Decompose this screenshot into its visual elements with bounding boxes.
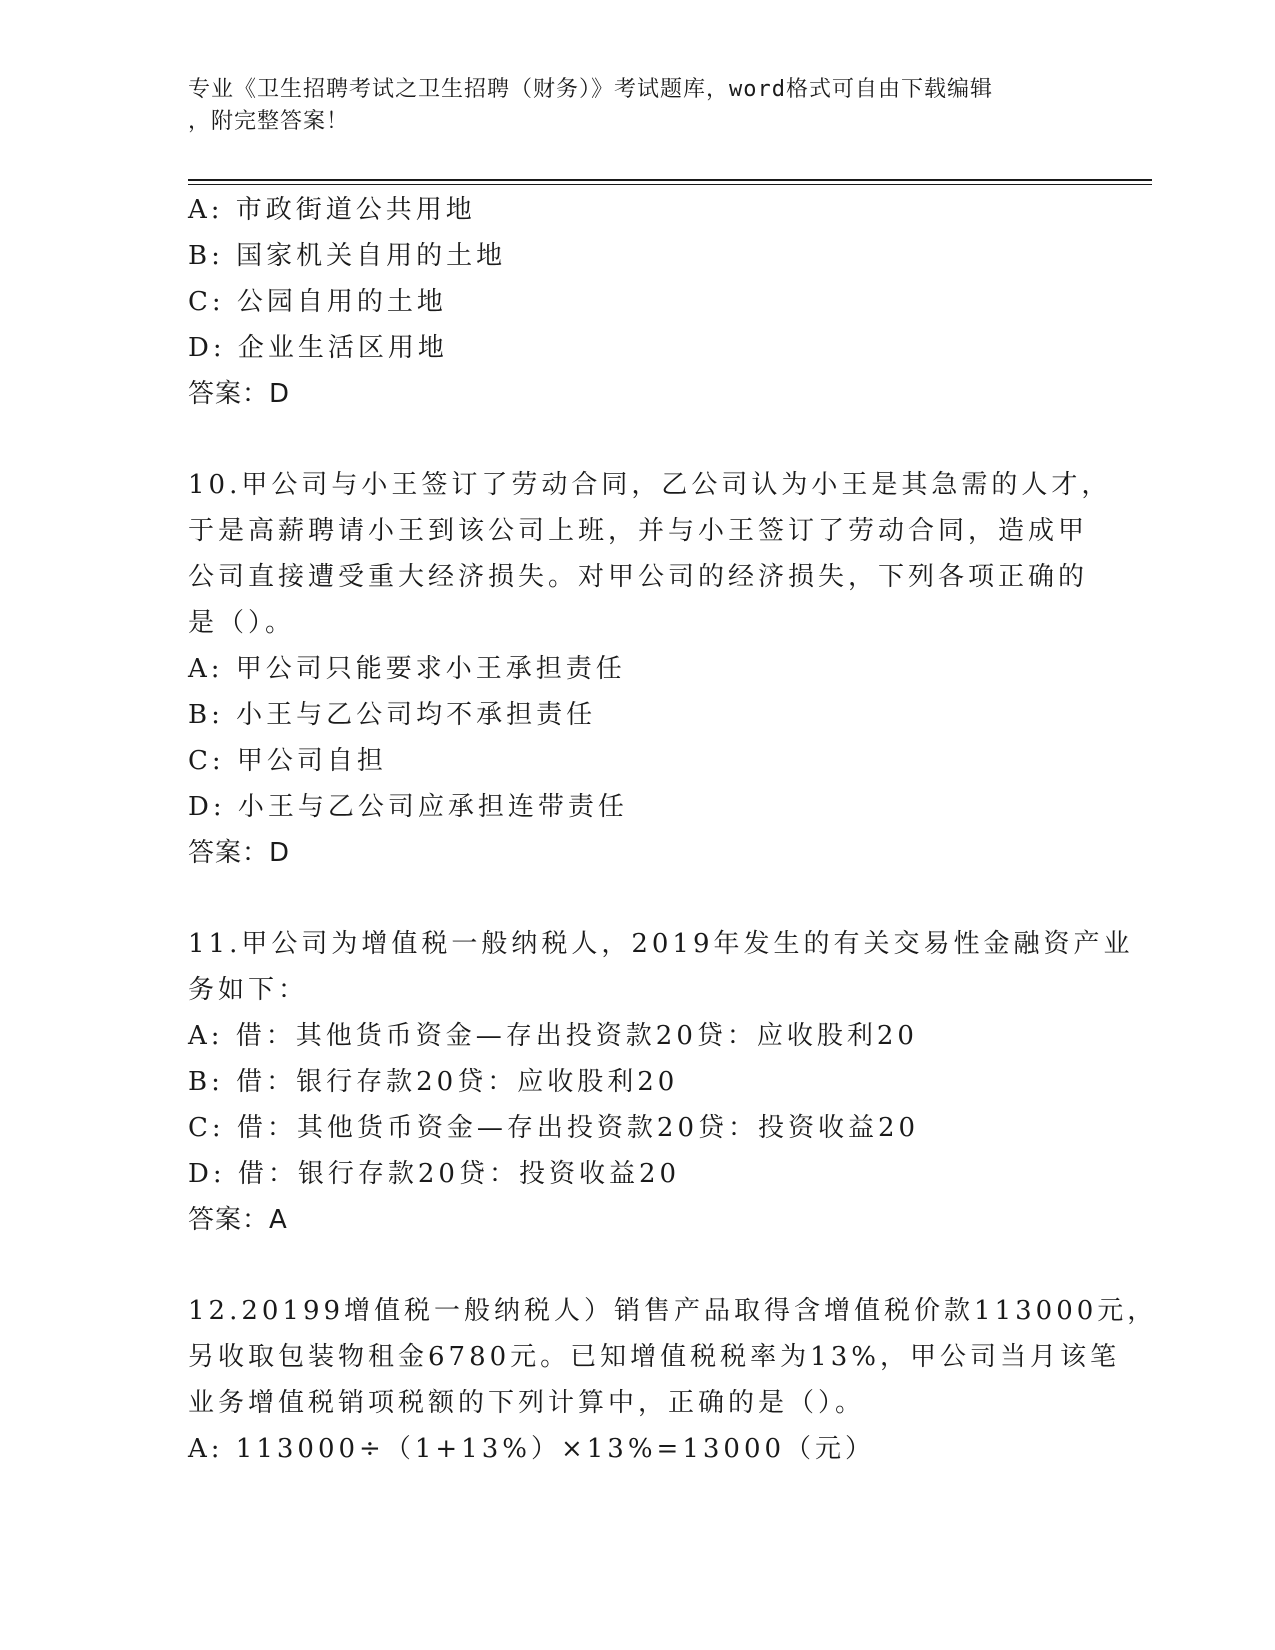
option-a: A: 借：其他货币资金—存出投资款20贷：应收股利20 xyxy=(188,1021,918,1051)
answer-line: 答案：A xyxy=(188,1205,288,1235)
header-divider-thick xyxy=(188,179,1152,181)
question-text-line: 业务增值税销项税额的下列计算中，正确的是（）。 xyxy=(188,1388,866,1418)
document-header xyxy=(188,74,1068,138)
block-spacer xyxy=(188,876,1088,921)
question-text-line: 是（）。 xyxy=(188,608,296,638)
option-d: D: 小王与乙公司应承担连带责任 xyxy=(188,792,628,822)
question-list xyxy=(188,187,1158,1472)
block-spacer xyxy=(188,1243,1088,1288)
header-line-1: 专业《卫生招聘考试之卫生招聘（财务）》考试题库，word格式可自由下载编辑 xyxy=(188,77,993,102)
option-b: B: 小王与乙公司均不承担责任 xyxy=(188,700,597,730)
answer-line: 答案：D xyxy=(188,379,291,409)
question-text-line: 公司直接遭受重大经济损失。对甲公司的经济损失，下列各项正确的 xyxy=(188,562,1089,592)
option-d: D: 借：银行存款20贷：投资收益20 xyxy=(188,1159,681,1189)
option-d: D: 企业生活区用地 xyxy=(188,333,448,363)
question-text-line: 12.20199增值税一般纳税人）销售产品取得含增值税价款113000元， xyxy=(188,1296,1158,1326)
question-text-line: 10.甲公司与小王签订了劳动合同，乙公司认为小王是其急需的人才， xyxy=(188,470,1112,500)
option-b: B: 国家机关自用的土地 xyxy=(188,241,507,271)
question-block-11 xyxy=(188,921,1134,1243)
option-c: C: 公园自用的土地 xyxy=(188,287,447,317)
question-text-line: 另收取包装物租金6780元。已知增值税税率为13%，甲公司当月该笔 xyxy=(188,1342,1120,1372)
option-c: C: 甲公司自担 xyxy=(188,746,387,776)
block-spacer xyxy=(188,417,1088,462)
option-a: A: 113000÷（1+13%）×13%=13000（元） xyxy=(188,1434,876,1464)
question-block-9 xyxy=(188,187,1088,417)
question-text-line: 11.甲公司为增值税一般纳税人，2019年发生的有关交易性金融资产业 xyxy=(188,929,1134,959)
question-block-12 xyxy=(188,1288,1158,1472)
option-a: A: 甲公司只能要求小王承担责任 xyxy=(188,654,626,684)
answer-line: 答案：D xyxy=(188,838,291,868)
option-c: C: 借：其他货币资金—存出投资款20贷：投资收益20 xyxy=(188,1113,920,1143)
header-divider-thin xyxy=(188,184,1152,185)
option-a: A: 市政街道公共用地 xyxy=(188,195,476,225)
question-text-line: 务如下： xyxy=(188,975,309,1005)
header-line-2: ，附完整答案！ xyxy=(188,109,350,134)
option-b: B: 借：银行存款20贷：应收股利20 xyxy=(188,1067,679,1097)
question-block-10 xyxy=(188,462,1112,876)
question-text-line: 于是高薪聘请小王到该公司上班，并与小王签订了劳动合同，造成甲 xyxy=(188,516,1089,546)
